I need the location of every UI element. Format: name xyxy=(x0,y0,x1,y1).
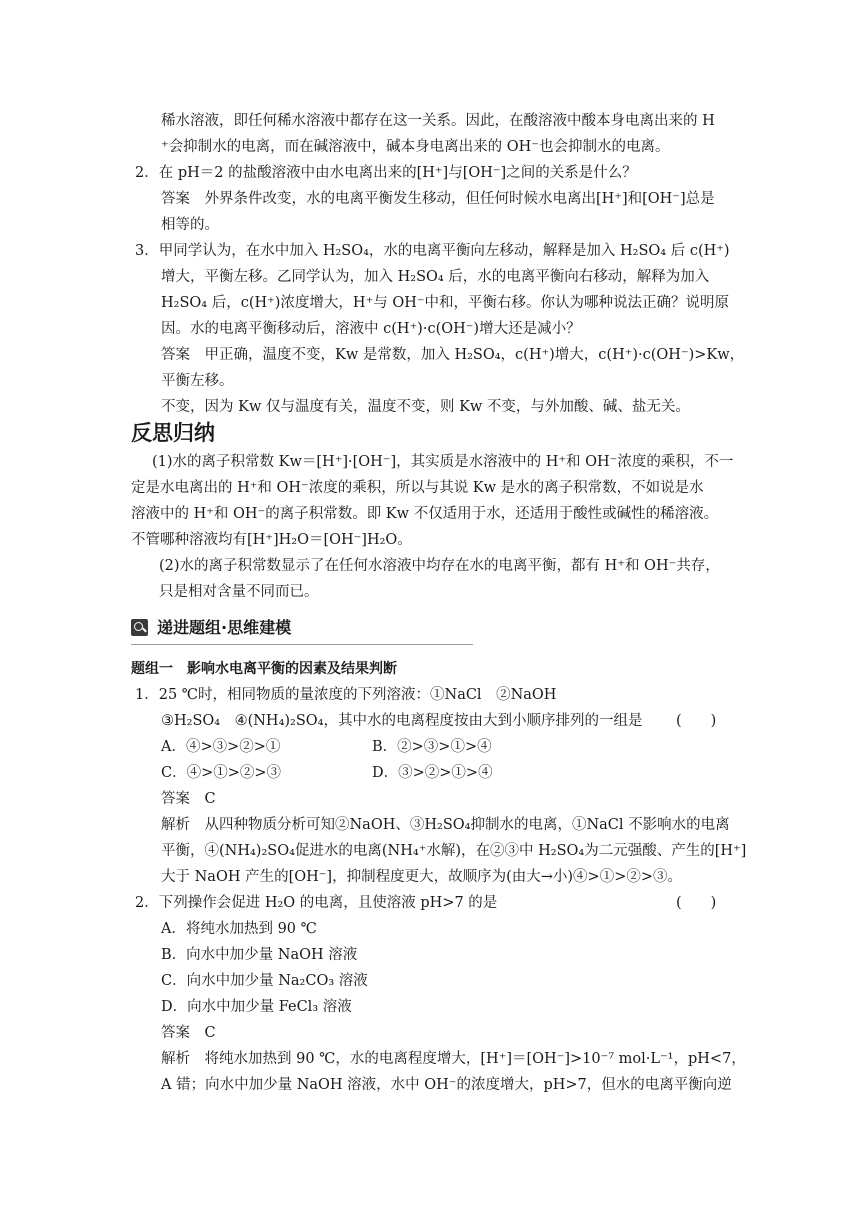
option-d: D．③>②>①>④ xyxy=(372,765,493,781)
text-line: H₂SO₄ 后，c(H⁺)浓度增大，H⁺与 OH⁻中和，平衡右移。你认为哪种说法正确？说明原 xyxy=(161,295,730,311)
reflection-line: (2)水的离子积常数显示了在任何水溶液中均存在水的电离平衡，都有 H⁺和 OH⁻共存， xyxy=(159,558,720,574)
option-c: C．④>①>②>③ xyxy=(161,765,282,781)
text-line: 平衡左移。 xyxy=(161,373,234,389)
question-1-stem: ③H₂SO₄ ④(NH₄)₂SO₄，其中水的电离程度按由大到小顺序排列的一组是 xyxy=(161,713,643,729)
question-1-analysis: 平衡，④(NH₄)₂SO₄促进水的电离(NH₄⁺水解)，在②③中 H₂SO₄为二元强酸、产生的[H⁺] xyxy=(161,843,747,859)
question-2b-stem: 2．下列操作会促进 H₂O 的电离，且使溶液 pH>7 的是 xyxy=(135,895,498,911)
option-b: B．②>③>①>④ xyxy=(372,739,492,755)
question-1-answer: 答案 C xyxy=(161,791,216,807)
question-2-stem: 2．在 pH＝2 的盐酸溶液中由水电离出来的[H⁺]与[OH⁻]之间的关系是什么？ xyxy=(135,165,637,181)
option-b: B．向水中加少量 NaOH 溶液 xyxy=(161,947,358,963)
question-2-answer: 答案 外界条件改变，水的电离平衡发生移动，但任何时候水电离出[H⁺]和[OH⁻]总是 xyxy=(161,191,715,207)
reflection-heading: 反思归纳 xyxy=(131,421,215,445)
text-line: 增大，平衡左移。乙同学认为，加入 H₂SO₄ 后，水的电离平衡向右移动，解释为加入 xyxy=(161,269,710,285)
question-3-stem: 3．甲同学认为，在水中加入 H₂SO₄，水的电离平衡向左移动，解释是加入 H₂SO₄ 后 c(H⁺) xyxy=(135,243,730,259)
question-2b-answer: 答案 C xyxy=(161,1025,216,1041)
magnifier-icon xyxy=(131,619,148,636)
option-c: C．向水中加少量 Na₂CO₃ 溶液 xyxy=(161,973,368,989)
reflection-line: 定是水电离出的 H⁺和 OH⁻浓度的乘积，所以与其说 Kw 是水的离子积常数，不如说是水 xyxy=(131,480,704,496)
answer-bracket: ( ) xyxy=(676,895,717,911)
group-title: 题组一 影响水电离平衡的因素及结果判断 xyxy=(131,661,397,677)
option-a: A．④>③>②>① xyxy=(161,739,281,755)
option-a: A．将纯水加热到 90 ℃ xyxy=(161,921,317,937)
text-line: 不变，因为 Kw 仅与温度有关，温度不变，则 Kw 不变，与外加酸、碱、盐无关。 xyxy=(161,399,690,415)
reflection-line: 溶液中的 H⁺和 OH⁻的离子积常数。即 Kw 不仅适用于水，还适用于酸性或碱性的稀溶液。 xyxy=(131,506,719,522)
question-2b-analysis: A 错；向水中加少量 NaOH 溶液，水中 OH⁻的浓度增大，pH>7，但水的电离平衡向逆 xyxy=(161,1077,732,1093)
text-line: ⁺会抑制水的电离，而在碱溶液中，碱本身电离出来的 OH⁻也会抑制水的电离。 xyxy=(161,139,670,155)
question-2b-analysis: 解析 将纯水加热到 90 ℃，水的电离程度增大，[H⁺]＝[OH⁻]>10⁻⁷ mol·L⁻¹，pH<7， xyxy=(161,1051,746,1067)
answer-bracket: ( ) xyxy=(676,713,717,729)
reflection-line: (1)水的离子积常数 Kw＝[H⁺]·[OH⁻]，其实质是水溶液中的 H⁺和 OH⁻浓度的乘积，不一 xyxy=(152,454,734,470)
text-line: 相等的。 xyxy=(161,217,219,233)
option-d: D．向水中加少量 FeCl₃ 溶液 xyxy=(161,999,352,1015)
section-header xyxy=(131,614,473,645)
question-3-answer: 答案 甲正确，温度不变，Kw 是常数，加入 H₂SO₄，c(H⁺)增大，c(H⁺)·c(OH⁻)>Kw， xyxy=(161,347,745,363)
question-1-stem: 1．25 ℃时，相同物质的量浓度的下列溶液：①NaCl ②NaOH xyxy=(135,687,557,703)
text-line: 因。水的电离平衡移动后，溶液中 c(H⁺)·c(OH⁻)增大还是减小？ xyxy=(161,321,581,337)
question-1-analysis: 解析 从四种物质分析可知②NaOH、③H₂SO₄抑制水的电离，①NaCl 不影响水的电离 xyxy=(161,817,730,833)
section-title: 递进题组·思维建模 xyxy=(157,618,292,637)
reflection-line: 只是相对含量不同而已。 xyxy=(159,584,319,600)
question-1-analysis: 大于 NaOH 产生的[OH⁻]，抑制程度更大，故顺序为(由大→小)④>①>②>③。 xyxy=(161,869,682,885)
text-line: 稀水溶液，即任何稀水溶液中都存在这一关系。因此，在酸溶液中酸本身电离出来的 H xyxy=(161,113,715,129)
reflection-line: 不管哪种溶液均有[H⁺]H₂O＝[OH⁻]H₂O。 xyxy=(131,532,412,548)
